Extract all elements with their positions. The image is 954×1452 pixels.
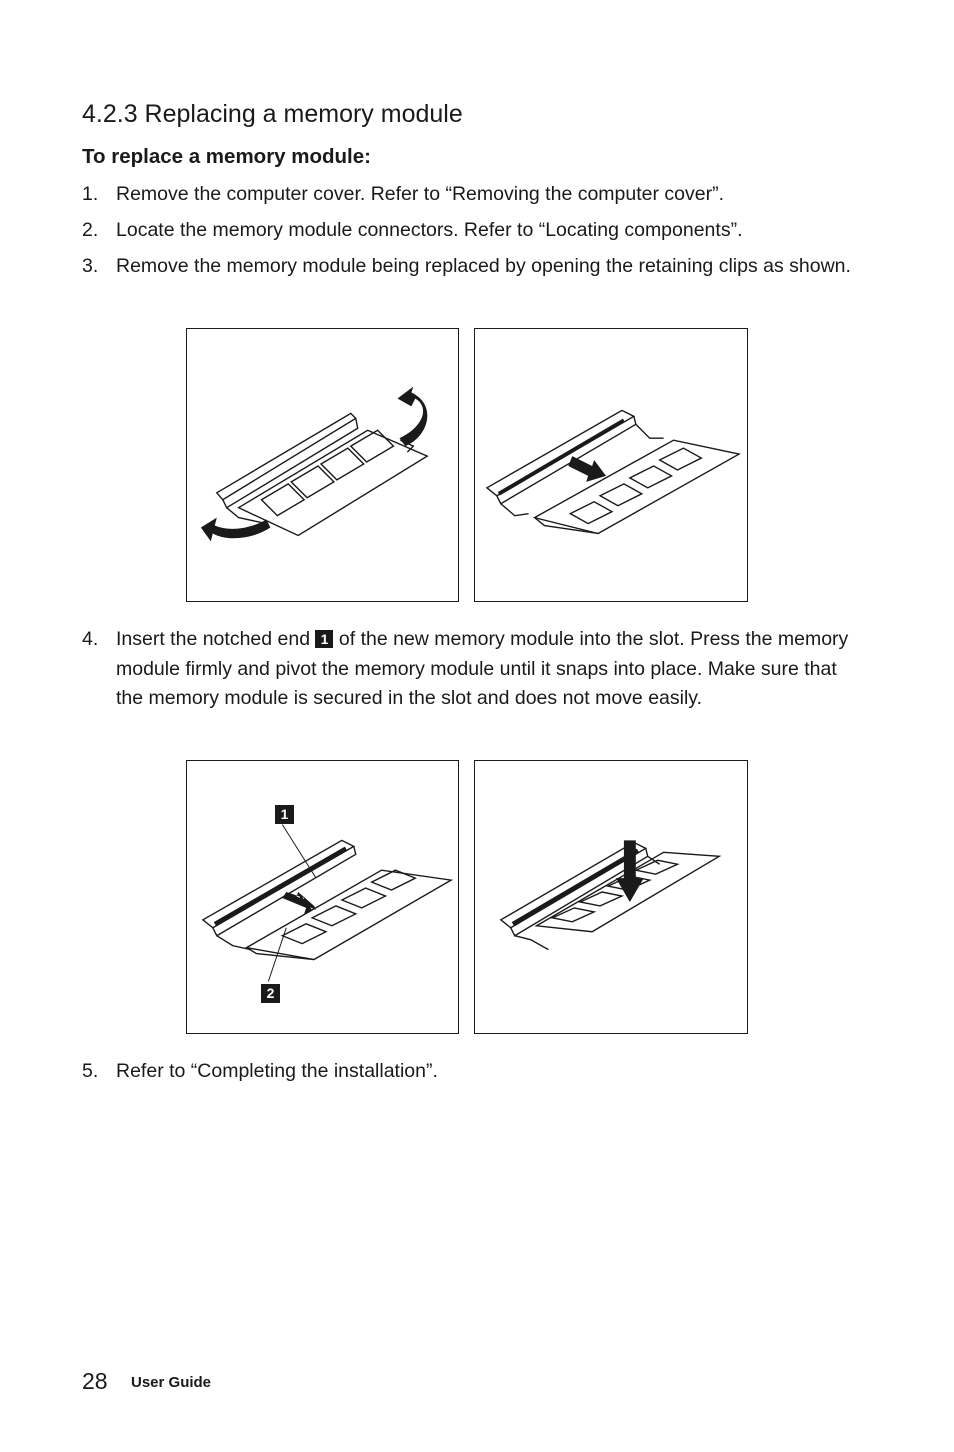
step-text: Locate the memory module connectors. Refer to “Locating components”. [116, 219, 743, 241]
step-text: Remove the memory module being replaced by opening the retaining clips as shown. [116, 255, 851, 277]
figure-snap-module [474, 760, 748, 1034]
memory-module-insert-illustration [187, 761, 458, 1033]
step-text-after: of the new memory module into the slot. Press the memory module firmly and pivot the memory module until it snaps into place. Make sure that the memory module is secured in the slot and does not move easily. [116, 628, 849, 709]
figure-remove-module [474, 328, 748, 602]
page-number: 28 [82, 1368, 108, 1394]
step-number: 3. [82, 255, 99, 277]
step-number: 1. [82, 183, 99, 205]
step-text: Refer to “Completing the installation”. [116, 1060, 438, 1082]
footer-label: User Guide [131, 1374, 212, 1391]
callout-badge: 1 [315, 630, 333, 648]
step-number: 4. [82, 628, 99, 650]
memory-module-removal-illustration [475, 329, 747, 601]
step-text-before: Insert the notched end [116, 628, 311, 650]
callout-badge-1: 1 [275, 805, 294, 824]
section-title: 4.2.3 Replacing a memory module [82, 100, 463, 128]
memory-module-clips-illustration [187, 329, 458, 601]
step-text: Remove the computer cover. Refer to “Removing the computer cover”. [116, 183, 725, 205]
procedure-title: To replace a memory module: [82, 145, 371, 168]
step-number: 2. [82, 219, 99, 241]
figure-insert-module [186, 760, 459, 1034]
step-number: 5. [82, 1060, 99, 1082]
figure-open-clips [186, 328, 459, 602]
step-text [116, 625, 856, 714]
callout-badge-2: 2 [261, 984, 280, 1003]
memory-module-snap-illustration [475, 761, 747, 1033]
